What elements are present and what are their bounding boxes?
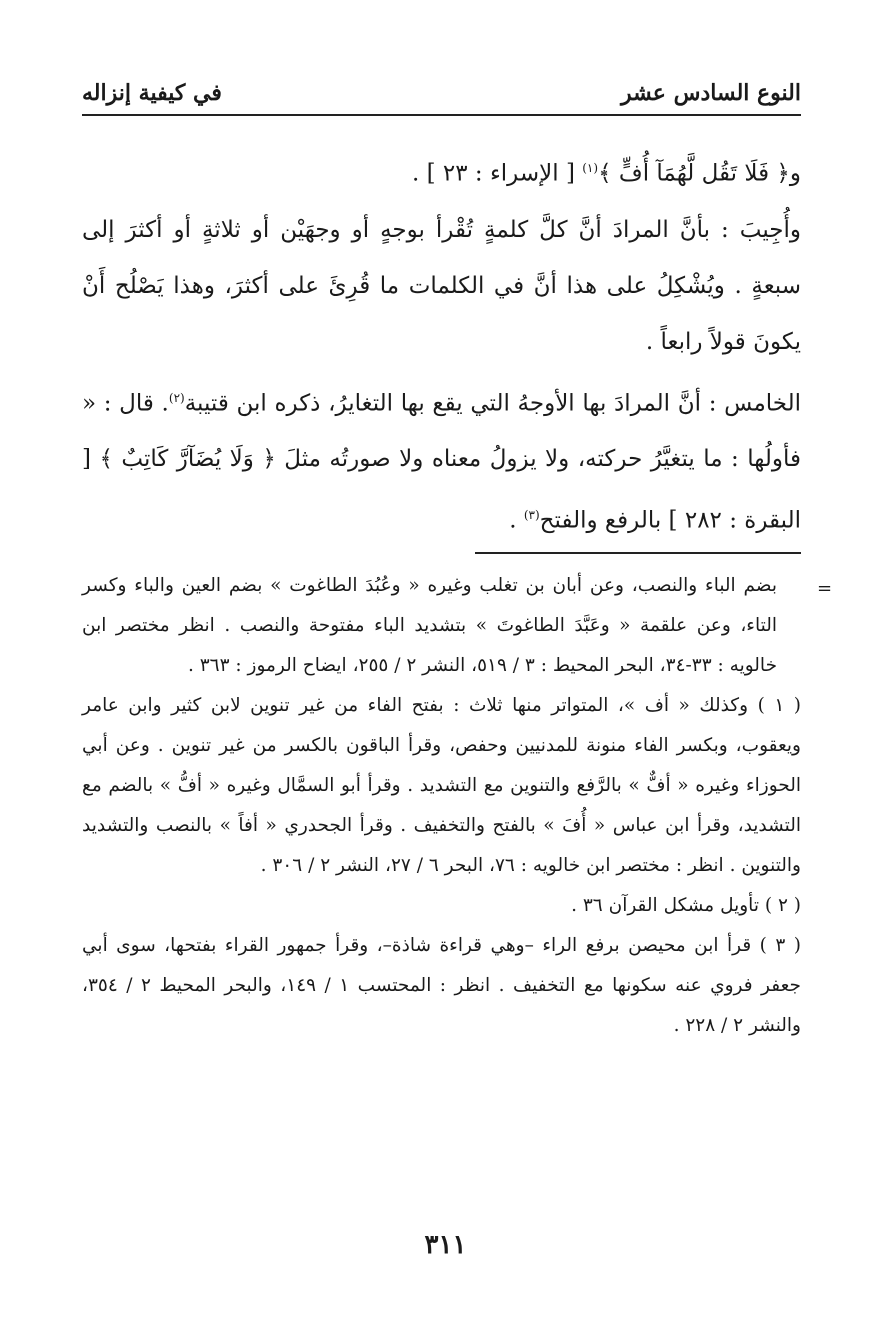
footnote-ref: (٣)	[523, 508, 540, 523]
main-text	[82, 140, 801, 549]
continuation-marker: =	[817, 578, 833, 599]
section-title: في كيفية إنزاله	[82, 80, 222, 106]
footnote-rule	[475, 552, 801, 554]
footnote-ref: (١)	[582, 161, 599, 175]
footnote-continuation: بضم الباء والنصب، وعن أبان بن تغلب وغيره « وعُبُدَ الطاغوت » بضم العين والباء وكسر التاء، وعن علقمة « وعَبَّدَ الطاغوتَ » بتشديد الباء مفتوحة والنصب . انظر مختصر ابن خالويه : ٣٣-٣٤، البحر المحيط : ٣ / ٥١٩، النشر ٢ / ٢٥٥، ايضاح الرموز : ٣٦٣ .	[82, 575, 777, 676]
footnotes	[82, 566, 801, 1046]
footnote-ref: (٢)	[168, 390, 185, 405]
paragraph-1	[82, 140, 801, 202]
header-rule	[82, 114, 801, 116]
chapter-title: النوع السادس عشر	[621, 80, 801, 106]
paragraph-2: وأُجِيبَ : بأنَّ المرادَ أنَّ كلَّ كلمةٍ تُقْرأ بوجهٍ أو وجهَيْن أو ثلاثةٍ أو أكثرَ إلى سبعةٍ . ويُشْكِلُ على هذا أنَّ في الكلمات ما قُرِئَ على أكثرَ، وهذا يَصْلُح أَنْ يكونَ قولاً رابعاً .	[82, 216, 801, 355]
quran-verse: ﴿ فَلَا تَقُل لَّهُمَآ أُفٍّ ﴾	[598, 160, 790, 187]
footnote-3: ( ٣ ) قرأ ابن محيصن برفع الراء –وهي قراءة شاذة–، وقرأ جمهور القراء بفتحها، سوى أبي جعفر فروي عنه سكونها مع التخفيف . انظر : المحتسب ١ / ١٤٩، والبحر المحيط ٢ / ٣٥٤، والنشر ٢ / ٢٢٨ .	[82, 935, 801, 1036]
text-run: الخامس : أنَّ المرادَ بها الأوجهُ التي يقع بها التغايرُ، ذكره ابن قتيبة	[184, 390, 802, 417]
paragraph-3	[82, 370, 801, 549]
text-run: .	[509, 507, 524, 534]
footnote-1: ( ١ ) وكذلك « أف »، المتواتر منها ثلاث : بفتح الفاء من غير تنوين لابن كثير وابن عامر ويعقوب، وبكسر الفاء منونة للمدنيين وحفص، وقرأ الباقون بالكسر من غير تنوين . وعن أبي الحوزاء وغيره « أفٌّ » بالرَّفع والتنوين مع التشديد . وقرأ أبو السمَّال وغيره « أفُّ » بالضم مع التشديد، وقرأ ابن عباس « أُفَ » بالفتح والتخفيف . وقرأ الجحدري « أفاً » بالنصب والتشديد والتنوين . انظر : مختصر ابن خالويه : ٧٦، البحر ٦ / ٢٧، النشر ٢ / ٣٠٦ .	[82, 695, 801, 876]
text-run: و	[789, 160, 801, 187]
running-header	[82, 72, 801, 112]
text-run: [ البقرة : ٢٨٢ ] بالرفع والفتح	[82, 446, 801, 534]
quran-verse: ﴿ وَلَا يُضَآرَّ كَاتِبٌ ﴾	[99, 446, 276, 473]
footnote-2: ( ٢ ) تأويل مشكل القرآن ٣٦ .	[571, 895, 801, 916]
text-run: . قال : « فأولُها : ما يتغيَّرُ حركته، ولا يزولُ معناه ولا صورتُه مثلَ	[82, 390, 801, 473]
text-run: [ الإسراء : ٢٣ ] .	[411, 160, 583, 187]
page-number: ٣١١	[424, 1230, 467, 1260]
